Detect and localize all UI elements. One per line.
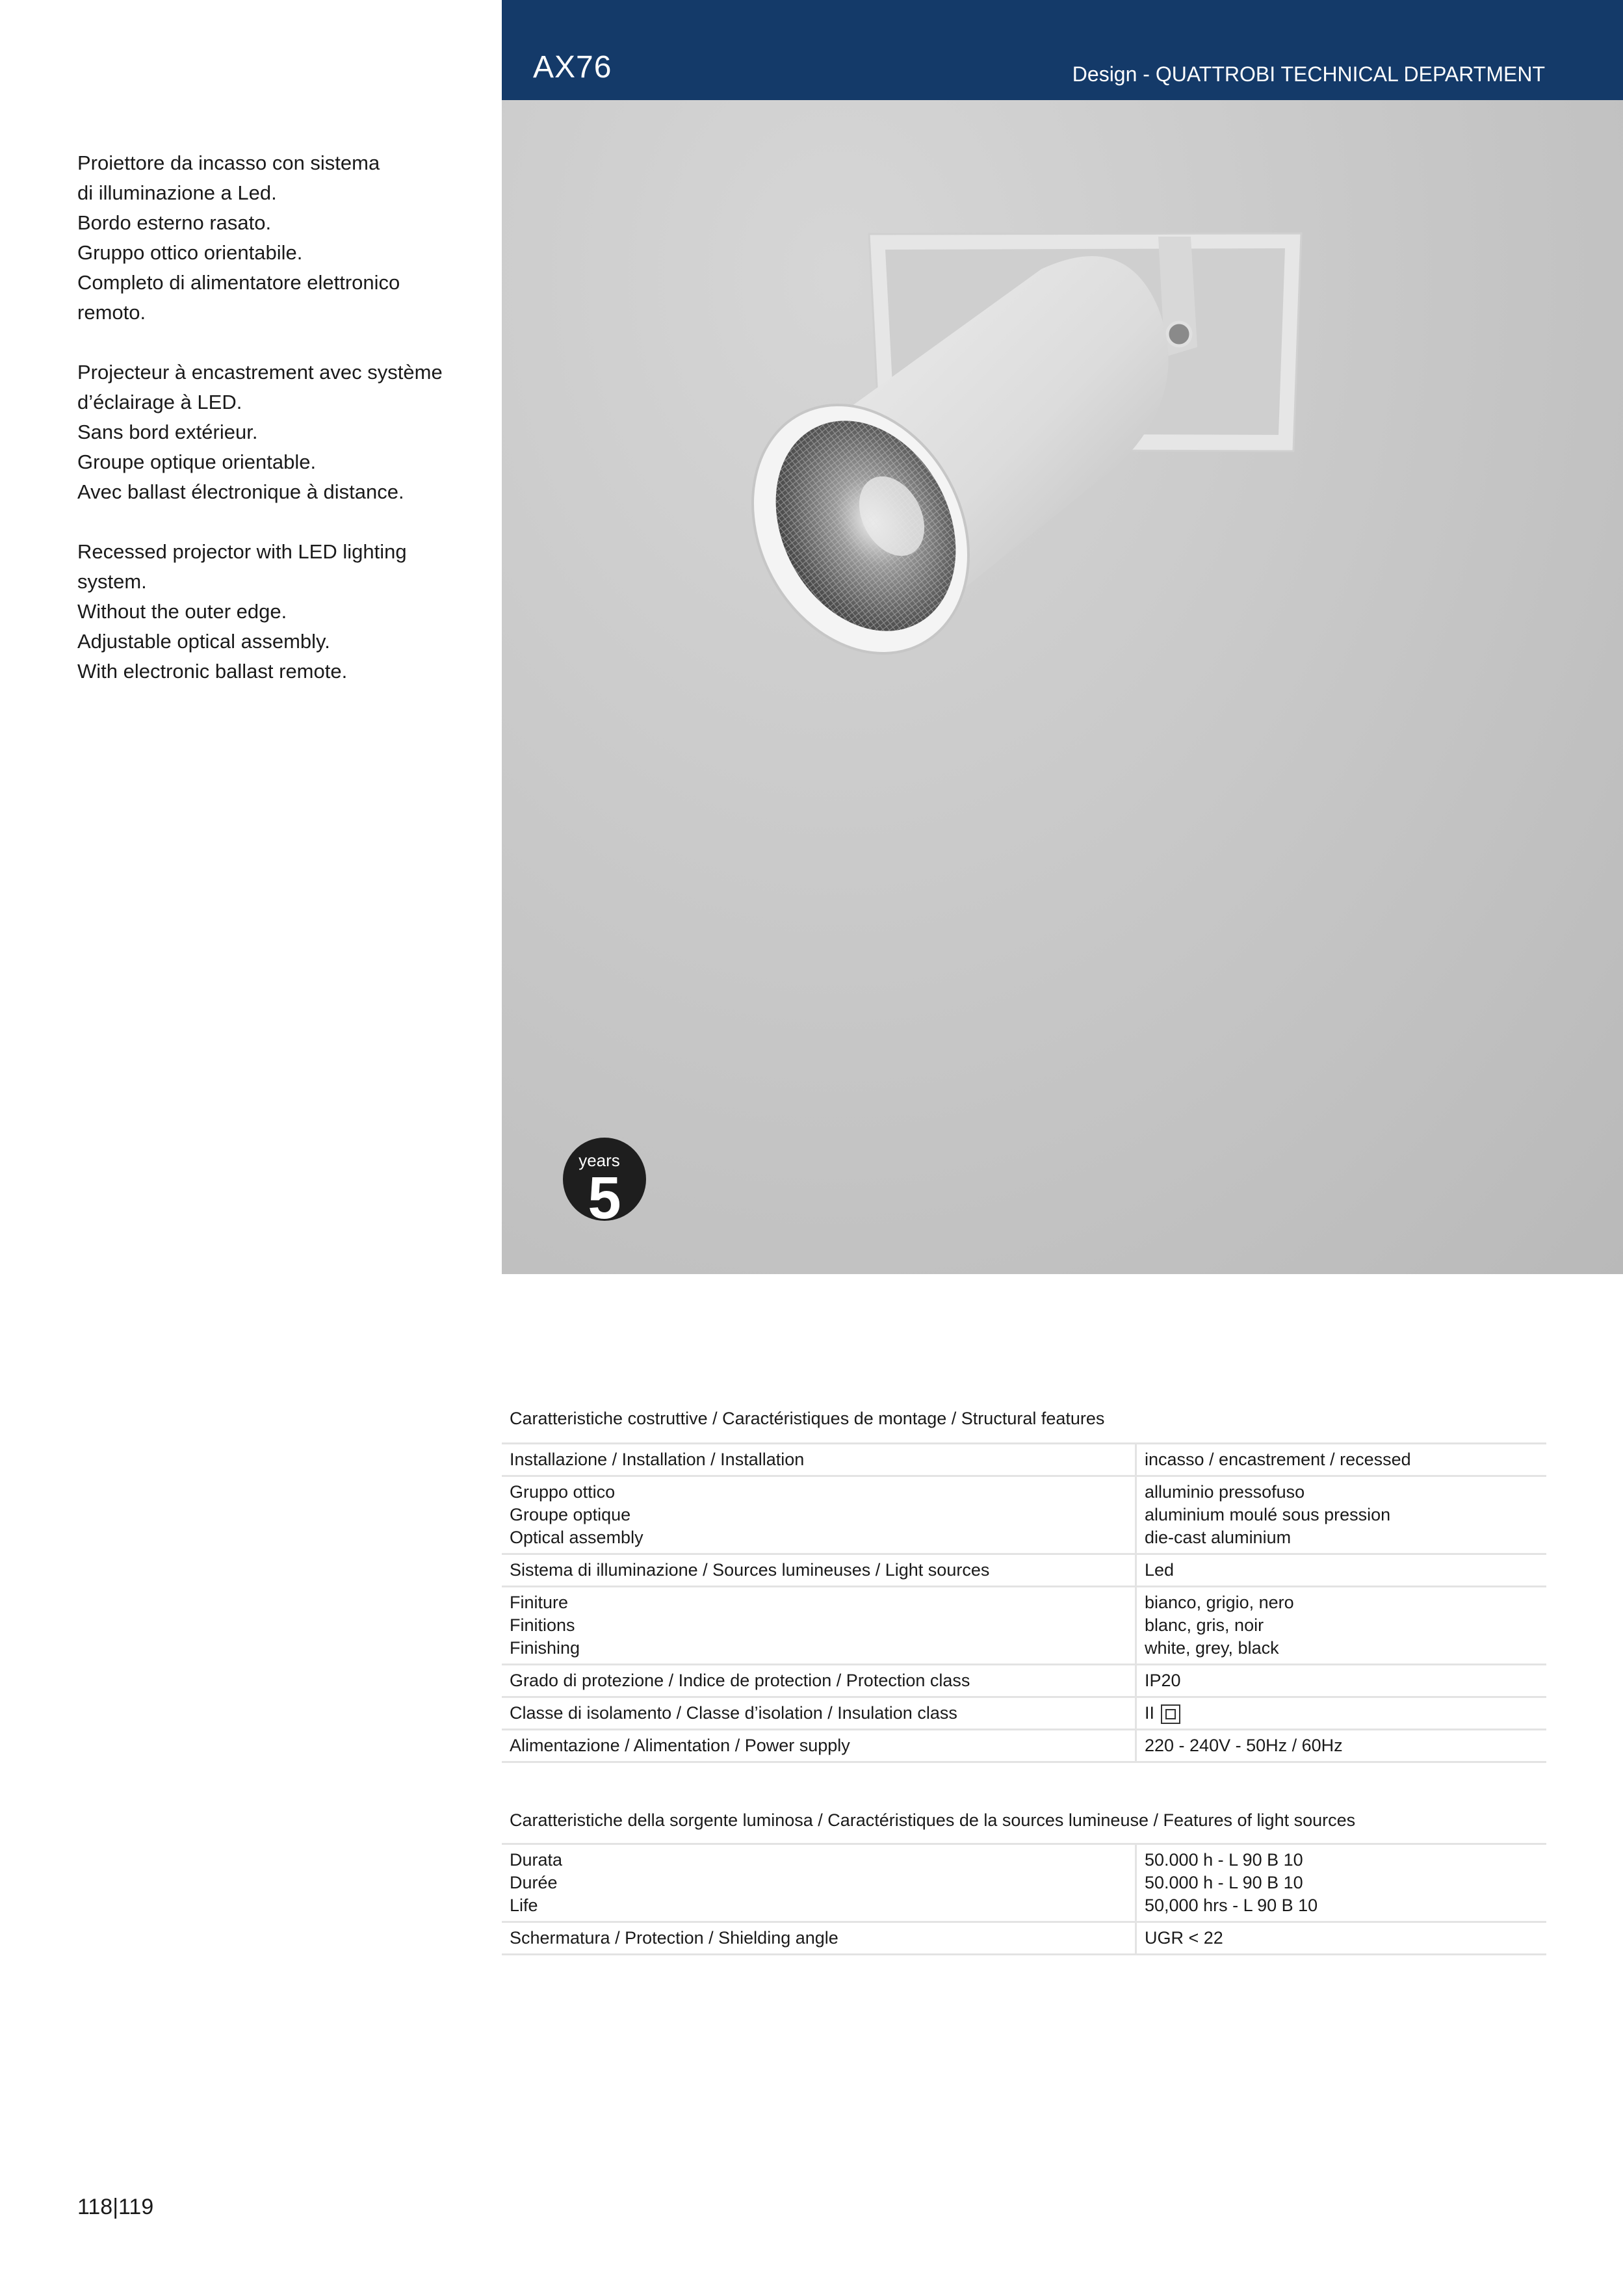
spec-row <box>502 1665 1546 1697</box>
spec-label-line: Finiture <box>510 1593 569 1612</box>
spotlight-illustration <box>502 100 1623 1274</box>
description-line: Proiettore da incasso con sistema <box>77 151 380 174</box>
spec-value-line: 50,000 hrs - L 90 B 10 <box>1145 1896 1318 1915</box>
description-line: Adjustable optical assembly. <box>77 630 330 653</box>
description-line: di illuminazione a Led. <box>77 181 277 204</box>
spec-label-line: Gruppo ottico <box>510 1482 616 1502</box>
structural-features-title: Caratteristiche costruttive / Caractéristiques de montage / Structural features <box>510 1409 1105 1428</box>
spec-row <box>502 1554 1546 1587</box>
spec-label-line: Schermatura / Protection / Shielding angle <box>510 1928 838 1948</box>
spec-value <box>1136 1444 1547 1476</box>
spec-value-line: Led <box>1145 1560 1175 1580</box>
spec-label <box>502 1444 1136 1476</box>
spec-label <box>502 1665 1136 1697</box>
spec-label-line: Grado di protezione / Indice de protection / Protection class <box>510 1671 970 1690</box>
spec-label <box>502 1844 1136 1922</box>
product-photo <box>502 100 1623 1274</box>
description-line: Projecteur à encastrement avec système <box>77 361 443 384</box>
warranty-5-years-icon <box>562 1136 647 1222</box>
spec-value-line: UGR < 22 <box>1145 1928 1223 1948</box>
structural-features-table <box>502 1442 1546 1763</box>
description-line: With electronic ballast remote. <box>77 660 348 683</box>
spec-label-line: Classe di isolamento / Classe d’isolation / Insulation class <box>510 1703 957 1723</box>
description-line: Avec ballast électronique à distance. <box>77 480 404 503</box>
spec-label-line: Installazione / Installation / Installation <box>510 1450 805 1469</box>
spec-value-line: die-cast aluminium <box>1145 1528 1292 1547</box>
designer-credit: Design - QUATTROBI TECHNICAL DEPARTMENT <box>1072 62 1545 86</box>
spec-label-line: Durata <box>510 1850 563 1870</box>
spec-value-line: 220 - 240V - 50Hz / 60Hz <box>1145 1736 1343 1755</box>
description-line: Bordo esterno rasato. <box>77 211 272 234</box>
description-italian <box>77 148 467 328</box>
spec-label-line: Groupe optique <box>510 1505 631 1524</box>
spec-row <box>502 1697 1546 1730</box>
spec-value-line: bianco, grigio, nero <box>1145 1593 1294 1612</box>
spec-label-line: Alimentazione / Alimentation / Power supply <box>510 1736 850 1755</box>
spec-label-line: Finitions <box>510 1615 575 1635</box>
spec-label <box>502 1922 1136 1955</box>
spec-row <box>502 1587 1546 1665</box>
spec-label-line: Finishing <box>510 1638 580 1658</box>
spec-value-line: blanc, gris, noir <box>1145 1615 1264 1635</box>
description-line: Recessed projector with LED lighting <box>77 540 407 563</box>
warranty-number: 5 <box>588 1165 621 1222</box>
spec-label-line: Sistema di illuminazione / Sources lumineuses / Light sources <box>510 1560 990 1580</box>
spec-value <box>1136 1844 1547 1922</box>
spec-value <box>1136 1554 1547 1587</box>
spec-value-line: incasso / encastrement / recessed <box>1145 1450 1411 1469</box>
spec-label <box>502 1587 1136 1665</box>
warranty-label: years <box>578 1151 620 1170</box>
spec-value-line <box>1145 1702 1539 1725</box>
product-code: AX76 <box>533 50 612 85</box>
description-line: remoto. <box>77 301 146 324</box>
spec-value <box>1136 1476 1547 1554</box>
spec-label <box>502 1554 1136 1587</box>
spec-value <box>1136 1587 1547 1665</box>
description-english <box>77 537 467 686</box>
description-line: Groupe optique orientable. <box>77 450 317 473</box>
spec-value-line: 50.000 h - L 90 B 10 <box>1145 1873 1303 1892</box>
spec-value <box>1136 1730 1547 1762</box>
spec-label-line: Durée <box>510 1873 558 1892</box>
spec-label-line: Life <box>510 1896 538 1915</box>
spec-value-line: IP20 <box>1145 1671 1181 1690</box>
header-bar <box>502 0 1623 100</box>
spec-label <box>502 1697 1136 1730</box>
page-number: 118|119 <box>77 2195 154 2219</box>
description-line: Without the outer edge. <box>77 600 287 623</box>
description-line: d’éclairage à LED. <box>77 391 242 413</box>
description-line: Completo di alimentatore elettronico <box>77 271 400 294</box>
spec-row <box>502 1476 1546 1554</box>
spec-row <box>502 1444 1546 1476</box>
description-french <box>77 358 467 507</box>
spec-value-line: white, grey, black <box>1145 1638 1279 1658</box>
double-insulation-icon <box>1161 1704 1180 1724</box>
spec-value-text: II <box>1145 1703 1155 1723</box>
light-source-features-table <box>502 1843 1546 1955</box>
spec-label-line: Optical assembly <box>510 1528 643 1547</box>
description-line: Sans bord extérieur. <box>77 421 258 443</box>
spec-label <box>502 1476 1136 1554</box>
spec-value <box>1136 1665 1547 1697</box>
spec-value-line: aluminium moulé sous pression <box>1145 1505 1391 1524</box>
spec-label <box>502 1730 1136 1762</box>
light-source-features-title: Caratteristiche della sorgente luminosa / Caractéristiques de la sources lumineuse / Features of light sources <box>510 1810 1356 1830</box>
spec-row <box>502 1922 1546 1955</box>
spec-value <box>1136 1922 1547 1955</box>
description-line: system. <box>77 570 147 593</box>
description-line: Gruppo ottico orientabile. <box>77 241 303 264</box>
spec-value-line: 50.000 h - L 90 B 10 <box>1145 1850 1303 1870</box>
spec-row <box>502 1730 1546 1762</box>
warranty-badge <box>562 1136 647 1222</box>
spec-value-line: alluminio pressofuso <box>1145 1482 1305 1502</box>
spec-row <box>502 1844 1546 1922</box>
spec-value <box>1136 1697 1547 1730</box>
